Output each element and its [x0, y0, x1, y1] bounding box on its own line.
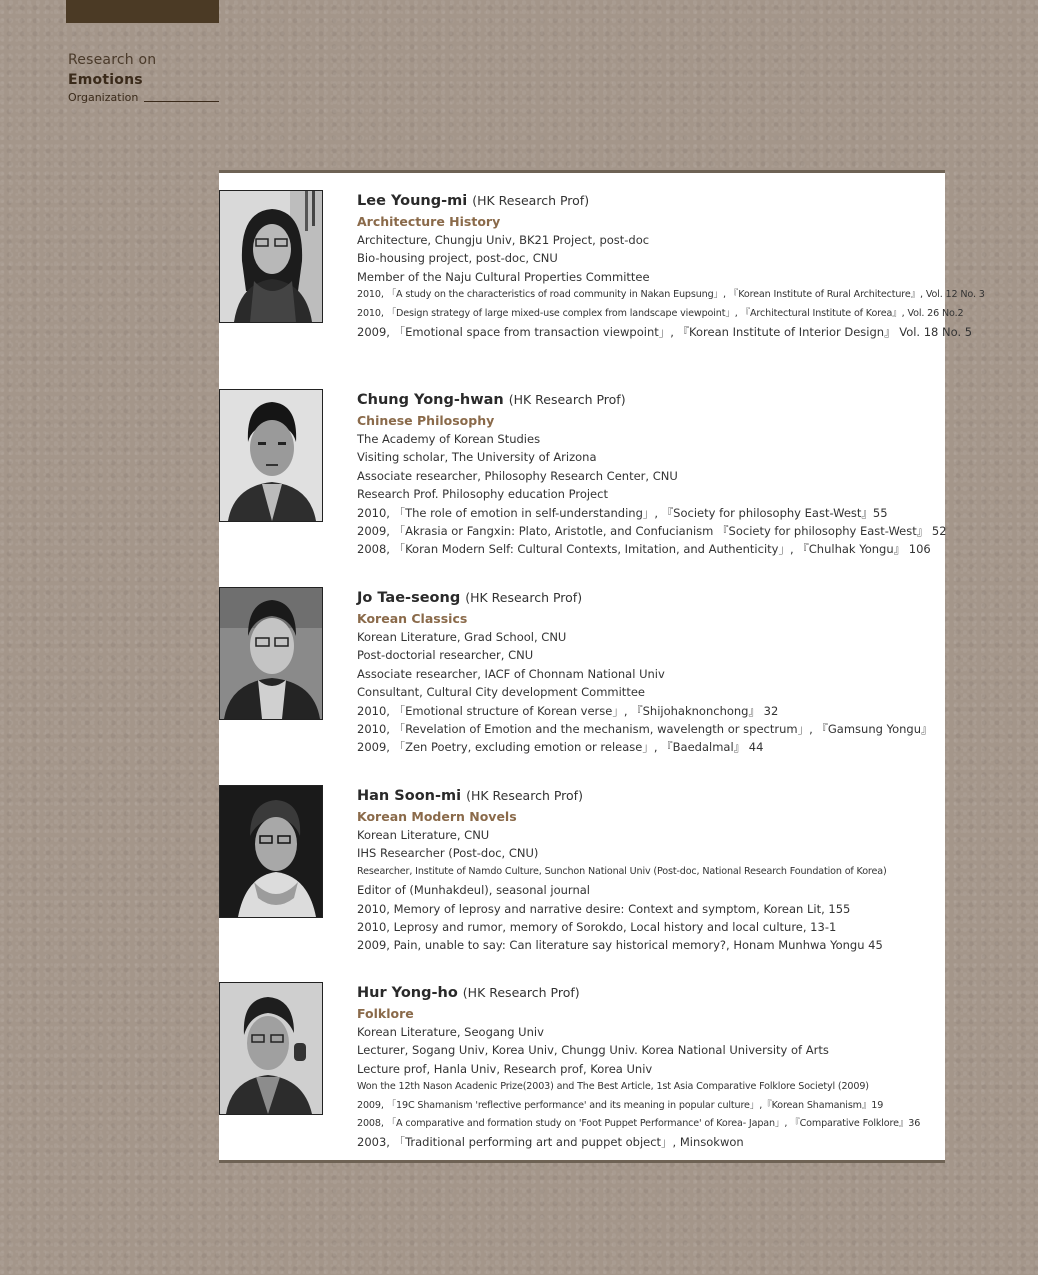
researcher-role: (HK Research Prof): [508, 392, 626, 407]
researcher-publication: 2010, Memory of leprosy and narrative desire: Context and symptom, Korean Lit, 155: [357, 901, 851, 916]
researcher-publication: 2010, 「Design strategy of large mixed-use complex from landscape viewpoint」, 『Architectural Institute of Korea』, Vol. 26 No.2: [357, 307, 964, 319]
researcher-photo: [219, 190, 323, 323]
researcher-info: [357, 982, 943, 1152]
site-logo[interactable]: [68, 50, 219, 106]
researcher-publication: 2010, 「Emotional structure of Korean verse」, 『Shijohaknonchong』 32: [357, 703, 779, 718]
researcher-detail: Associate researcher, IACF of Chonnam National Univ: [357, 666, 665, 681]
researcher-name: Jo Tae-seong: [357, 590, 461, 606]
researcher-publication: 2008, 「Koran Modern Self: Cultural Contexts, Imitation, and Authenticity」, 『Chulhak Yongu』 106: [357, 542, 931, 557]
researcher-name-line: [357, 389, 943, 411]
logo-emotions: Emotions: [68, 72, 143, 88]
researcher-detail: Architecture, Chungju Univ, BK21 Project, post-doc: [357, 233, 650, 247]
researcher-role: (HK Research Prof): [466, 788, 583, 803]
researcher-info: [357, 190, 985, 341]
logo-underline: [144, 101, 219, 102]
researcher-publication: 2009, 「Zen Poetry, excluding emotion or release」, 『Baedalmal』 44: [357, 740, 764, 755]
researcher-field: Chinese Philosophy: [357, 413, 495, 428]
researcher-detail: Editor of (Munhakdeul), seasonal journal: [357, 883, 590, 898]
researcher-detail: Associate researcher, Philosophy Research Center, CNU: [357, 468, 678, 483]
researcher-photo: [219, 982, 323, 1115]
researcher-name-line: [357, 785, 943, 807]
researcher-detail: Lecturer, Sogang Univ, Korea Univ, Chungg Univ. Korea National University of Arts: [357, 1043, 829, 1058]
researcher-field: Folklore: [357, 1006, 414, 1021]
researcher-name-line: [357, 982, 943, 1004]
researcher-detail: Lecture prof, Hanla Univ, Research prof, Korea Univ: [357, 1061, 653, 1076]
researchers-panel: [219, 170, 985, 1163]
researcher-publication: 2003, 「Traditional performing art and puppet object」, Minsokwon: [357, 1135, 744, 1150]
researcher-field: Korean Modern Novels: [357, 809, 517, 824]
researcher-detail: Korean Literature, Seogang Univ: [357, 1025, 544, 1039]
researcher-publication: 2010, 「A study on the characteristics of road community in Nakan Eupsung」, 『Korean Institute of Rural Architecture』, Vol. 12 No. 3: [357, 289, 985, 301]
logo-research: Research on: [68, 52, 157, 68]
researcher-info: [357, 785, 943, 955]
researcher-detail: Consultant, Cultural City development Committee: [357, 685, 645, 700]
researcher-publication: 2008, 「A comparative and formation study on 'Foot Puppet Performance' of Korea- Japan」, 『Comparative Folklore』36: [357, 1117, 921, 1129]
researcher-role: (HK Research Prof): [465, 590, 583, 605]
researcher-detail: Researcher, Institute of Namdo Culture, Sunchon National Univ (Post-doc, National Research Foundation of Korea): [357, 865, 887, 877]
researcher-publication: 2009, 「Emotional space from transaction viewpoint」, 『Korean Institute of Interior Design』 Vol. 18 No. 5: [357, 324, 973, 339]
researcher-name-line: [357, 190, 943, 212]
researcher-name: Han Soon-mi: [357, 788, 462, 804]
researcher-role: (HK Research Prof): [462, 985, 580, 1000]
researcher-detail: Korean Literature, CNU: [357, 828, 490, 842]
researcher-name: Lee Young-mi: [357, 193, 468, 209]
logo-title: [68, 50, 219, 90]
researcher-name: Hur Yong-ho: [357, 985, 458, 1001]
researcher-photo: [219, 389, 323, 522]
researcher-detail: Visiting scholar, The University of Arizona: [357, 450, 597, 465]
researcher-info: [357, 587, 943, 757]
logo-subtitle-row: [68, 90, 219, 106]
researcher-info: [357, 389, 947, 559]
researcher-photo: [219, 587, 323, 720]
researcher-publication: 2009, 「19C Shamanism 'reflective performance' and its meaning in popular culture」,『Korean Shamanism』19: [357, 1099, 884, 1111]
researcher-detail: Korean Literature, Grad School, CNU: [357, 630, 567, 644]
researcher-field: Korean Classics: [357, 611, 468, 626]
logo-organization: Organization: [68, 91, 139, 104]
researcher-publication: 2009, 「Akrasia or Fangxin: Plato, Aristotle, and Confucianism 『Society for philosophy East-West』 52: [357, 523, 947, 538]
researcher-detail: Bio-housing project, post-doc, CNU: [357, 251, 558, 266]
researcher-role: (HK Research Prof): [472, 193, 590, 208]
researcher-detail: Won the 12th Nason Acadenic Prize(2003) and The Best Article, 1st Asia Comparative Folklore Societyl (2009): [357, 1081, 869, 1093]
researcher-name: Chung Yong-hwan: [357, 392, 504, 408]
researcher-name-line: [357, 587, 943, 609]
researcher-detail: The Academy of Korean Studies: [357, 432, 541, 446]
researcher-photo: [219, 785, 323, 918]
researcher-detail: Post-doctorial researcher, CNU: [357, 648, 534, 663]
researcher-detail: Research Prof. Philosophy education Project: [357, 487, 608, 502]
researcher-detail: IHS Researcher (Post-doc, CNU): [357, 846, 539, 861]
header-bar: [66, 0, 219, 23]
researcher-field: Architecture History: [357, 214, 501, 229]
researcher-publication: 2010, Leprosy and rumor, memory of Sorokdo, Local history and local culture, 13-1: [357, 919, 837, 934]
researcher-detail: Member of the Naju Cultural Properties Committee: [357, 269, 650, 284]
researcher-publication: 2010, 「The role of emotion in self-understanding」, 『Society for philosophy East-West』55: [357, 505, 888, 520]
researcher-publication: 2009, Pain, unable to say: Can literature say historical memory?, Honam Munhwa Yongu 45: [357, 938, 883, 953]
researcher-publication: 2010, 「Revelation of Emotion and the mechanism, wavelength or spectrum」, 『Gamsung Yongu』: [357, 721, 933, 736]
